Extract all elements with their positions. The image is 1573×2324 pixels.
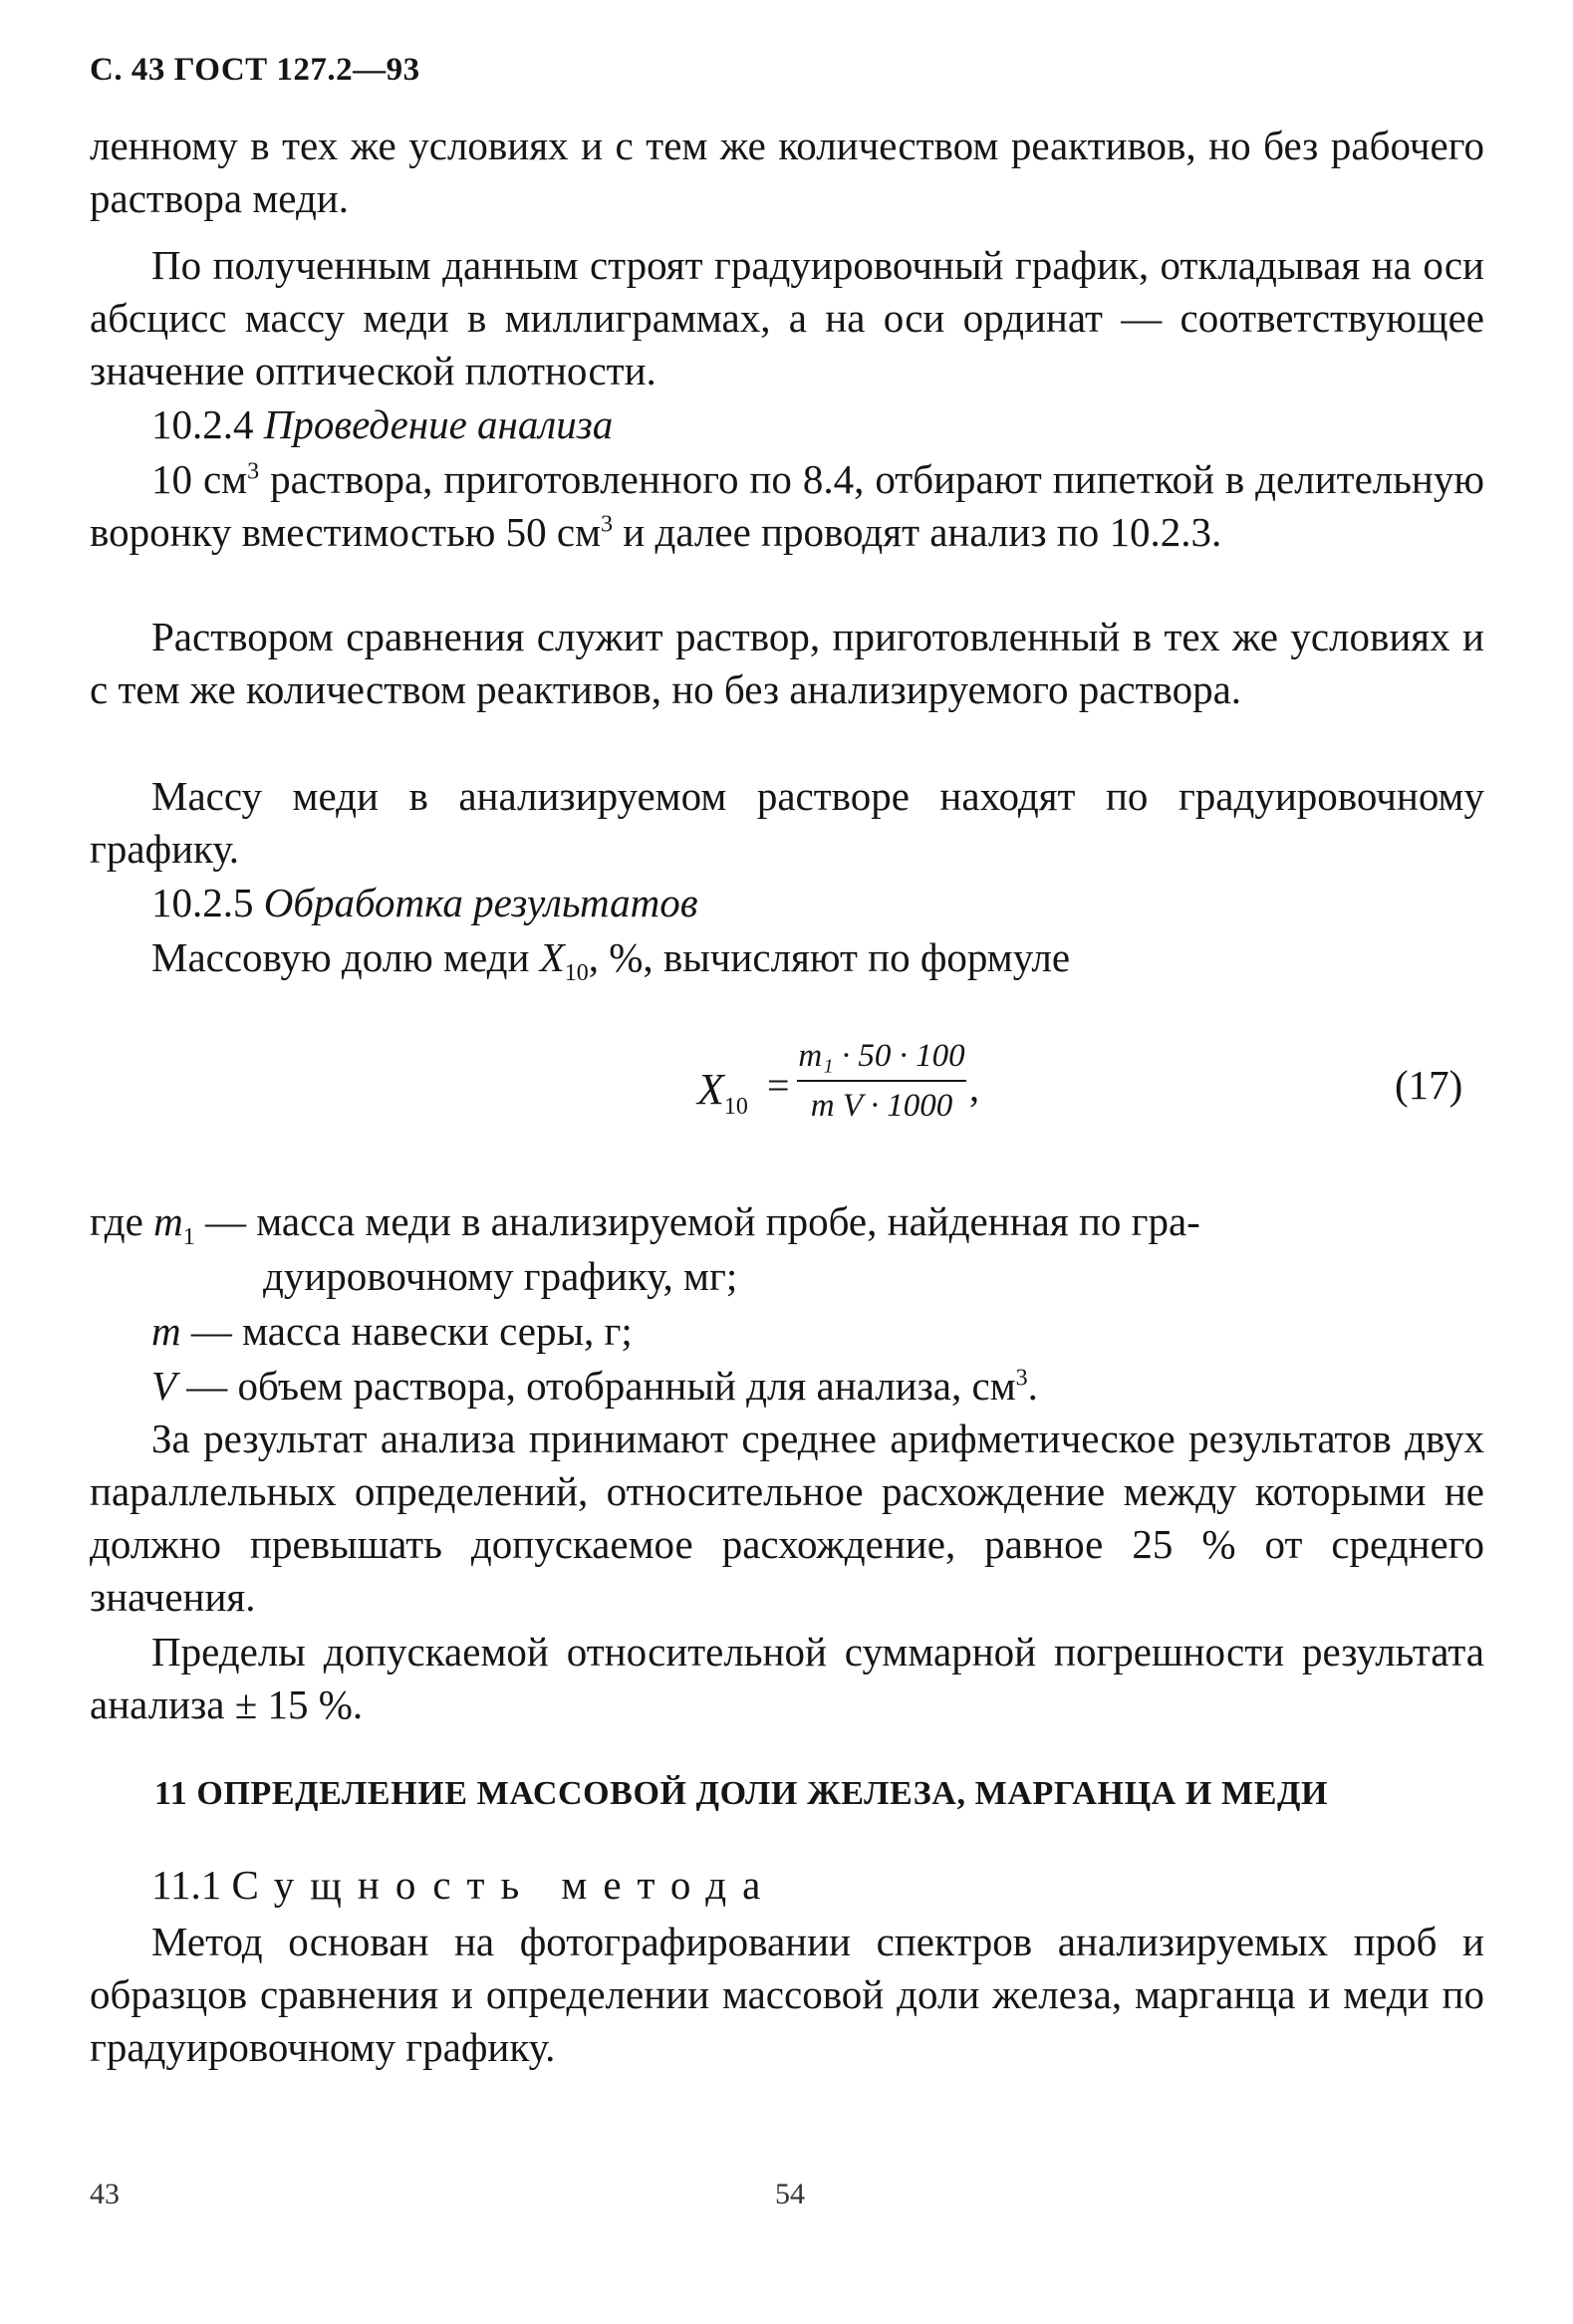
formula-equals: =: [767, 1063, 790, 1108]
text-span: 10 см: [151, 456, 248, 502]
formula-number: (17): [1395, 1062, 1463, 1108]
subsection-title: Сущность метода: [231, 1862, 777, 1908]
variable: V: [151, 1363, 177, 1409]
text-span: .: [1027, 1363, 1038, 1409]
formula-17: [697, 1036, 1116, 1146]
variable: m: [151, 1308, 181, 1354]
superscript: 3: [1015, 1365, 1028, 1392]
text-span: — объем раствора, отобранный для анализа, см: [176, 1363, 1016, 1409]
legend-m: [151, 1305, 633, 1358]
formula-lhs: [697, 1064, 748, 1120]
text-span: Массовую долю меди: [151, 934, 540, 980]
subsection-10-2-5-heading: [151, 877, 698, 929]
legend-m1-line2: дуировочному графику, мг;: [263, 1253, 738, 1299]
paragraph-continuation: ленному в тех же условиях и с тем же количеством реактивов, но без рабочего раствора меди.: [90, 123, 1484, 221]
subsection-title: Проведение анализа: [263, 401, 614, 447]
superscript: 3: [247, 458, 260, 485]
footer-page-number-left: 43: [90, 2178, 120, 2210]
superscript: 3: [601, 511, 614, 538]
footer-page-number-center: 54: [775, 2178, 805, 2210]
paragraph-result-average: За результат анализа принимают среднее арифметическое результатов двух параллельных определений, относительное расхождение между которыми не должно превышать допускаемое расхождение, равное 25 % от среднего значения.: [90, 1416, 1484, 1620]
page-header: С. 43 ГОСТ 127.2—93: [90, 52, 420, 88]
subscript: 1: [182, 1224, 195, 1251]
subsection-number: 11.1: [151, 1862, 222, 1908]
paragraph-copper-mass: Массу меди в анализируемом растворе находят по градуировочному графику.: [90, 773, 1484, 872]
text-span: , %, вычисляют по формуле: [588, 934, 1071, 980]
subsection-11-1-heading: [151, 1861, 776, 1909]
text-span: раствора, приготовленного по 8.4, отбирают пипеткой в делительную воронку вместимостью 50 см: [90, 456, 1484, 555]
text-span: — масса навески серы, г;: [180, 1308, 633, 1354]
paragraph-calibration-graph: По полученным данным строят градуировочный график, откладывая на оси абсцисс массу меди в миллиграммах, а на оси ординат — соответствующее значение оптической плотности.: [90, 242, 1484, 393]
formula-subscript: 10: [723, 1093, 748, 1120]
formula-comma: ,: [969, 1065, 979, 1110]
text-span: где: [90, 1198, 154, 1244]
text-span: и далее проводят анализ по 10.2.3.: [613, 509, 1222, 555]
formula-numerator: m₁ · 50 · 100: [798, 1038, 965, 1074]
paragraph-mass-fraction-intro: [151, 931, 1071, 987]
formula-fraction: [797, 1036, 966, 1126]
paragraph-analysis-procedure: [90, 453, 1484, 559]
paragraph-method-essence: Метод основан на фотографировании спектров анализируемых проб и образцов сравнения и определении массовой доли железа, марганца и меди по градуировочному графику.: [90, 1919, 1484, 2070]
paragraph-error-limits: Пределы допускаемой относительной суммарной погрешности результата анализа ± 15 %.: [90, 1629, 1484, 1727]
subsection-title: Обработка результатов: [263, 880, 698, 925]
legend-m1-line1: [90, 1195, 1200, 1251]
formula-variable: X: [697, 1065, 724, 1114]
subsection-number: 10.2.5: [151, 880, 254, 925]
formula-denominator: m V · 1000: [810, 1088, 953, 1124]
subsection-number: 10.2.4: [151, 401, 254, 447]
section-11-heading: 11 ОПРЕДЕЛЕНИЕ МАССОВОЙ ДОЛИ ЖЕЛЕЗА, МАРГАНЦА И МЕДИ: [154, 1775, 1329, 1812]
text-span: — масса меди в анализируемой пробе, найденная по гра-: [194, 1198, 1200, 1244]
subsection-10-2-4-heading: [151, 398, 613, 451]
legend-v: [151, 1360, 1038, 1413]
variable: X: [539, 934, 565, 980]
subscript: 10: [564, 960, 589, 987]
fraction-bar: [797, 1080, 966, 1082]
variable: m: [153, 1198, 183, 1244]
paragraph-reference-solution: Раствором сравнения служит раствор, приготовленный в тех же условиях и с тем же количеством реактивов, но без анализируемого раствора.: [90, 614, 1484, 712]
